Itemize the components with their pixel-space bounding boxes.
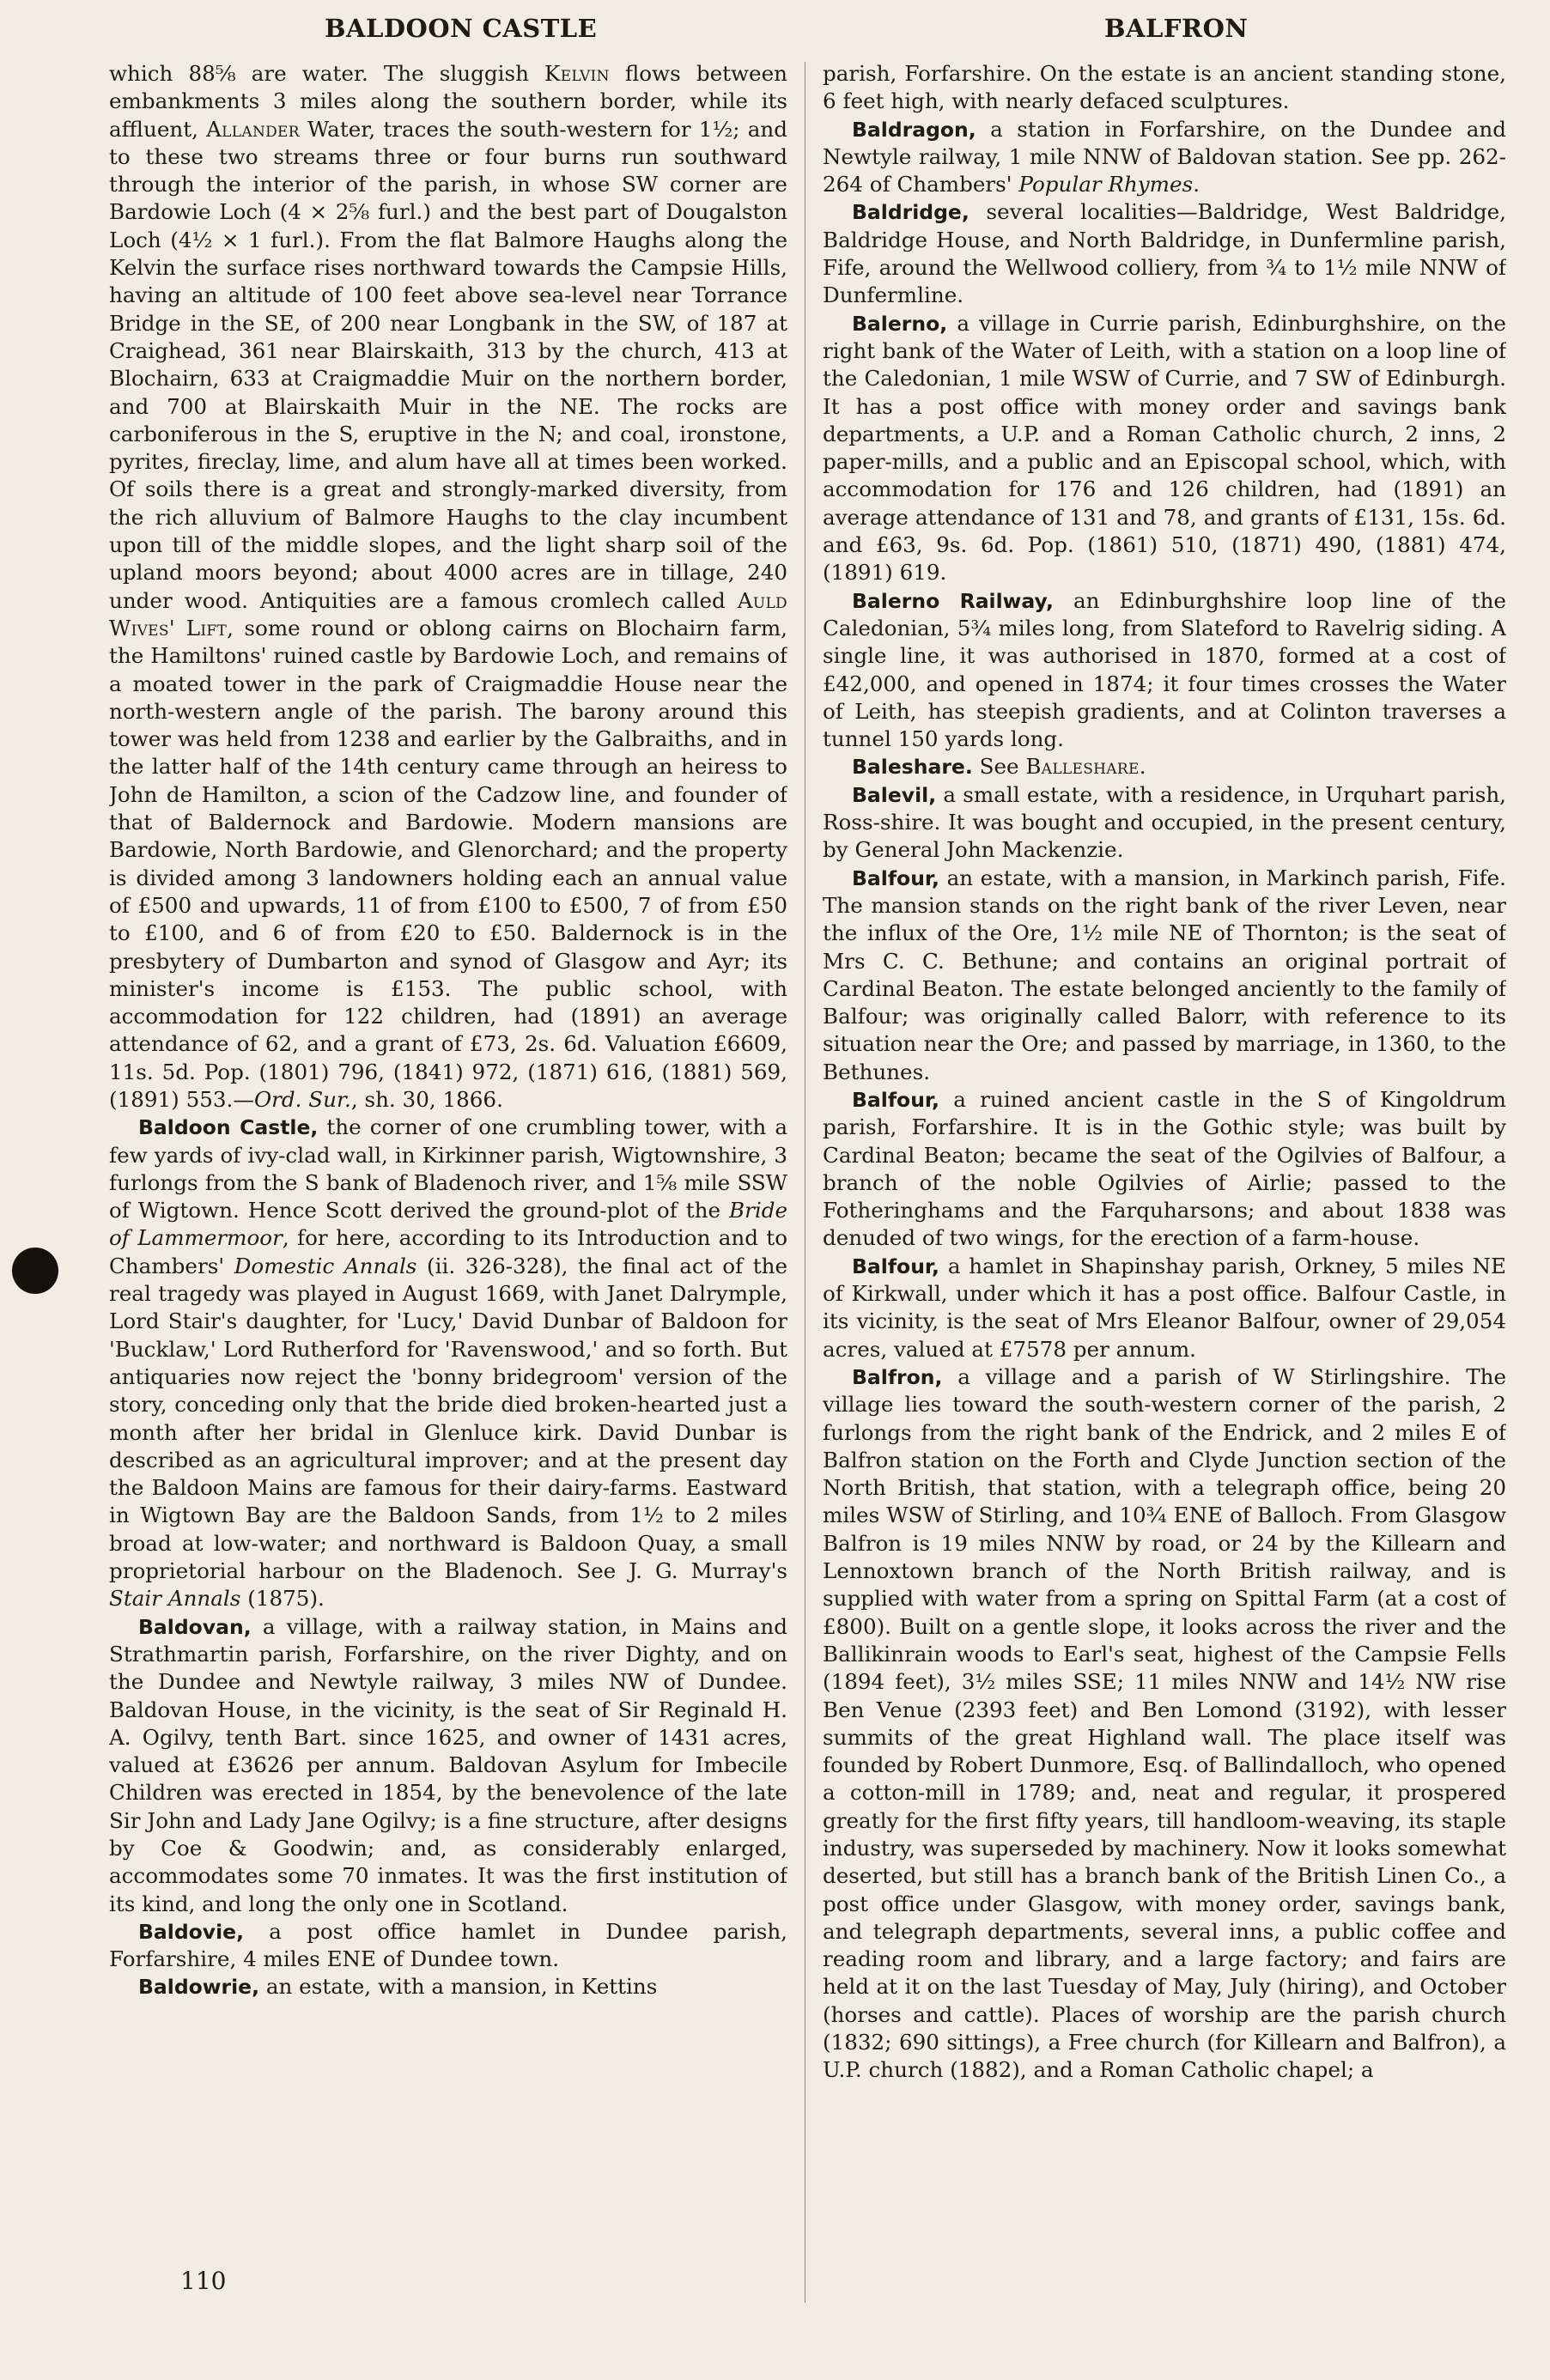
entry-headword: Baldowrie, (138, 1975, 260, 2000)
entry-headword: Balerno Railway, (852, 588, 1054, 613)
entry-baldovie: Baldovie, a post office hamlet in Dundee parish, Forfarshire, 4 miles ENE of Dundee town. (109, 1918, 787, 1972)
entry-headword: Baldovie, (138, 1919, 245, 1944)
entry-headword: Balfour, (852, 1254, 939, 1278)
entry-headword: Balfour, (852, 865, 939, 890)
entry-baldoon-castle: Baldoon Castle, the corner of one crumbling tower, with a few yards of ivy-clad wall, in Kirkinner parish, Wigtownshire, 3 furlongs from the S bank of Bladenoch river, and 1⅝ mile SSW of Wigtown. Hence Scott derived the ground-plot of the Bride of Lammermoor, for here, according to its Introduction and to Chambers' Domestic Annals (ii. 326-328), the final act of the real tragedy was played in August 1669, with Janet Dalrymple, Lord Stair's daughter, for 'Lucy,' David Dunbar of Baldoon for 'Bucklaw,' Lord Rutherford for 'Ravenswood,' and so forth. But antiquaries now reject the 'bonny bridegroom' version of the story, conceding only that the bride died broken-hearted just a month after her bridal in Glenluce kirk. David Dunbar is described as an agricultural improver; and at the present day the Baldoon Mains are famous for their dairy-farms. Eastward in Wigtown Bay are the Baldoon Sands, from 1½ to 2 miles broad at low-water; and northward is Baldoon Quay, a small proprietorial harbour on the Bladenoch. See J. G. Murray's Stair Annals (1875). (109, 1114, 787, 1612)
page-number: 110 (180, 2267, 227, 2295)
entry-headword: Balerno, (852, 311, 948, 336)
entry-balfour-shapinshay: Balfour, a hamlet in Shapinshay parish, Orkney, 5 miles NE of Kirkwall, under which it has a post office. Balfour Castle, in its vicinity, is the seat of Mrs Eleanor Balfour, owner of 29,054 acres, valued at £7578 per annum. (823, 1253, 1506, 1362)
entry-baldowrie-continued: parish, Forfarshire. On the estate is an ancient standing stone, 6 feet high, with nearly defaced sculptures. (823, 61, 1506, 114)
entry-baldovan: Baldovan, a village, with a railway station, in Mains and Strathmartin parish, Forfarshire, on the river Dighty, and on the Dundee and Newtyle railway, 3 miles NW of Dundee. Baldovan House, in the vicinity, is the seat of Sir Reginald H. A. Ogilvy, tenth Bart. since 1625, and owner of 1431 acres, valued at £3626 per annum. Baldovan Asylum for Imbecile Children was erected in 1854, by the benevolence of the late Sir John and Lady Jane Ogilvy; is a fine structure, after designs by Coe & Goodwin; and, as considerably enlarged, accommodates some 70 inmates. It was the first institution of its kind, and long the only one in Scotland. (109, 1613, 787, 1916)
right-column (823, 60, 1506, 2305)
entry-headword: Baldragon, (852, 117, 976, 142)
left-column (109, 60, 787, 2305)
running-head-right: BALFRON (1104, 14, 1249, 43)
entry-balfour-kingoldrum: Balfour, a ruined ancient castle in the S of Kingoldrum parish, Forfarshire. It is in the Gothic style; was built by Cardinal Beaton; became the seat of the Ogilvies of Balfour, a branch of the noble Ogilvies of Airlie; passed to the Fotheringhams and the Farquharsons; and about 1838 was denuded of two wings, for the erection of a farm-house. (823, 1086, 1506, 1251)
entry-baleshare: Baleshare. See Balleshare. (852, 754, 1146, 780)
entry-headword: Baldoon Castle, (138, 1115, 319, 1140)
entry-baldowrie: Baldowrie, an estate, with a mansion, in Kettins (138, 1974, 658, 2000)
entry-balerno: Balerno, a village in Currie parish, Edinburghshire, on the right bank of the Water of Leith, with a station on a loop line of the Caledonian, 1 mile WSW of Currie, and 7 SW of Edinburgh. It has a post office with money order and savings bank departments, a U.P. and a Roman Catholic church, 2 inns, 2 paper-mills, and a public and an Episcopal school, which, with accommodation for 176 and 126 children, had (1891) an average attendance of 131 and 78, and grants of £131, 15s. 6d. and £63, 9s. 6d. Pop. (1861) 510, (1871) 490, (1881) 474, (1891) 619. (823, 310, 1506, 586)
binding-hole (12, 1248, 58, 1294)
entry-baldragon: Baldragon, a station in Forfarshire, on the Dundee and Newtyle railway, 1 mile NNW of Baldovan station. See pp. 262-264 of Chambers' Popular Rhymes. (823, 116, 1506, 197)
entry-balevil: Balevil, a small estate, with a residence, in Urquhart parish, Ross-shire. It was bought and occupied, in the present century, by General John Mackenzie. (823, 781, 1506, 863)
entry-headword: Baldridge, (852, 200, 970, 225)
entry-balfron: Balfron, a village and a parish of W Stirlingshire. The village lies toward the south-western corner of the parish, 2 furlongs from the right bank of the Endrick, and 2 miles E of Balfron station on the Forth and Clyde Junction section of the North British, that station, with a telegraph office, being 20 miles WSW of Stirling, and 10¾ ENE of Balloch. From Glasgow Balfron is 19 miles NNW by road, or 24 by the Killearn and Lennoxtown branch of the North British railway, and is supplied with water from a spring on Spittal Farm (at a cost of £800). Built on a gentle slope, it looks across the river and the Ballikinrain woods to Earl's seat, highest of the Campsie Fells (1894 feet), 3½ miles SSE; 11 miles NNW and 14½ NW rise Ben Venue (2393 feet) and Ben Lomond (3192), with lesser summits of the great Highland wall. The place itself was founded by Robert Dunmore, Esq. of Ballindalloch, who opened a cotton-mill in 1789; and, neat and regular, it prospered greatly for the first fifty years, till handloom-weaving, its staple industry, was superseded by machinery. Now it looks somewhat deserted, but still has a branch bank of the British Linen Co., a post office under Glasgow, with money order, savings bank, and telegraph departments, several inns, a public coffee and reading room and library, and a large factory; and fairs are held at it on the last Tuesday of May, July (hiring), and October (horses and cattle). Places of worship are the parish church (1832; 690 sittings), a Free church (for Killearn and Balfron), a U.P. church (1882), and a Roman Catholic chapel; a (823, 1363, 1506, 2083)
entry-headword: Balfron, (852, 1364, 943, 1389)
entry-balfour-markinch: Balfour, an estate, with a mansion, in Markinch parish, Fife. The mansion stands on the right bank of the river Leven, near the influx of the Ore, 1½ mile NE of Thornton; is the seat of Mrs C. C. Bethune; and contains an original portrait of Cardinal Beaton. The estate belonged anciently to the family of Balfour; was originally called Balorr, with reference to its situation near the Ore; and passed by marriage, in 1360, to the Bethunes. (823, 865, 1506, 1084)
running-head-left: BALDOON CASTLE (325, 14, 598, 43)
entry-headword: Balfour, (852, 1087, 939, 1112)
entry-balerno-railway: Balerno Railway, an Edinburghshire loop line of the Caledonian, 5¾ miles long, from Slateford to Ravelrig siding. A single line, it was authorised in 1870, formed at a cost of £42,000, and opened in 1874; it four times crosses the Water of Leith, has steepish gradients, and at Colinton traverses a tunnel 150 yards long. (823, 587, 1506, 752)
entry-headword: Baldovan, (138, 1614, 252, 1639)
entry-baldridge: Baldridge, several localities—Baldridge, West Baldridge, Baldridge House, and North Baldridge, in Dunfermline parish, Fife, around the Wellwood colliery, from ¾ to 1½ mile NNW of Dunfermline. (823, 199, 1506, 308)
entry-baldernock-continued: which 88⅝ are water. The sluggish Kelvin flows between embankments 3 miles along the southern border, while its affluent, Allander Water, traces the south-western for 1½; and to these two streams three or four burns run southward through the interior of the parish, in whose SW corner are Bardowie Loch (4 × 2⅝ furl.) and the best part of Dougalston Loch (4½ × 1 furl.). From the flat Balmore Haughs along the Kelvin the surface rises northward towards the Campsie Hills, having an altitude of 100 feet above sea-level near Torrance Bridge in the SE, of 200 near Longbank in the SW, of 187 at Craighead, 361 near Blairskaith, 313 by the church, 413 at Blochairn, 633 at Craigmaddie Muir on the northern border, and 700 at Blairskaith Muir in the NE. The rocks are carboniferous in the S, eruptive in the N; and coal, ironstone, pyrites, fireclay, lime, and alum have all at times been worked. Of soils there is a great and strongly-marked diversity, from the rich alluvium of Balmore Haughs to the clay incumbent upon till of the middle slopes, and the light sharp soil of the upland moors beyond; about 4000 acres are in tillage, 240 under wood. Antiquities are a famous cromlech called Auld Wives' Lift, some round or oblong cairns on Blochairn farm, the Hamiltons' ruined castle by Bardowie Loch, and remains of a moated tower in the park of Craigmaddie House near the north-western angle of the parish. The barony around this tower was held from 1238 and earlier by the Galbraiths, and in the latter half of the 14th century came through an heiress to John de Hamilton, a scion of the Cadzow line, and founder of that of Baldernock and Bardowie. Modern mansions are Bardowie, North Bardowie, and Glenorchard; and the property is divided among 3 landowners holding each an annual value of £500 and upwards, 11 of from £100 to £500, 7 of from £50 to £100, and 6 of from £20 to £50. Baldernock is in the presbytery of Dumbarton and synod of Glasgow and Ayr; its minister's income is £153. The public school, with accommodation for 122 children, had (1891) an average attendance of 62, and a grant of £73, 2s. 6d. Valuation £6609, 11s. 5d. Pop. (1801) 796, (1841) 972, (1871) 616, (1881) 569, (1891) 553.—Ord. Sur., sh. 30, 1866. (109, 61, 787, 1112)
entry-headword: Balevil, (852, 782, 937, 807)
entry-headword: Baleshare. (852, 755, 973, 780)
